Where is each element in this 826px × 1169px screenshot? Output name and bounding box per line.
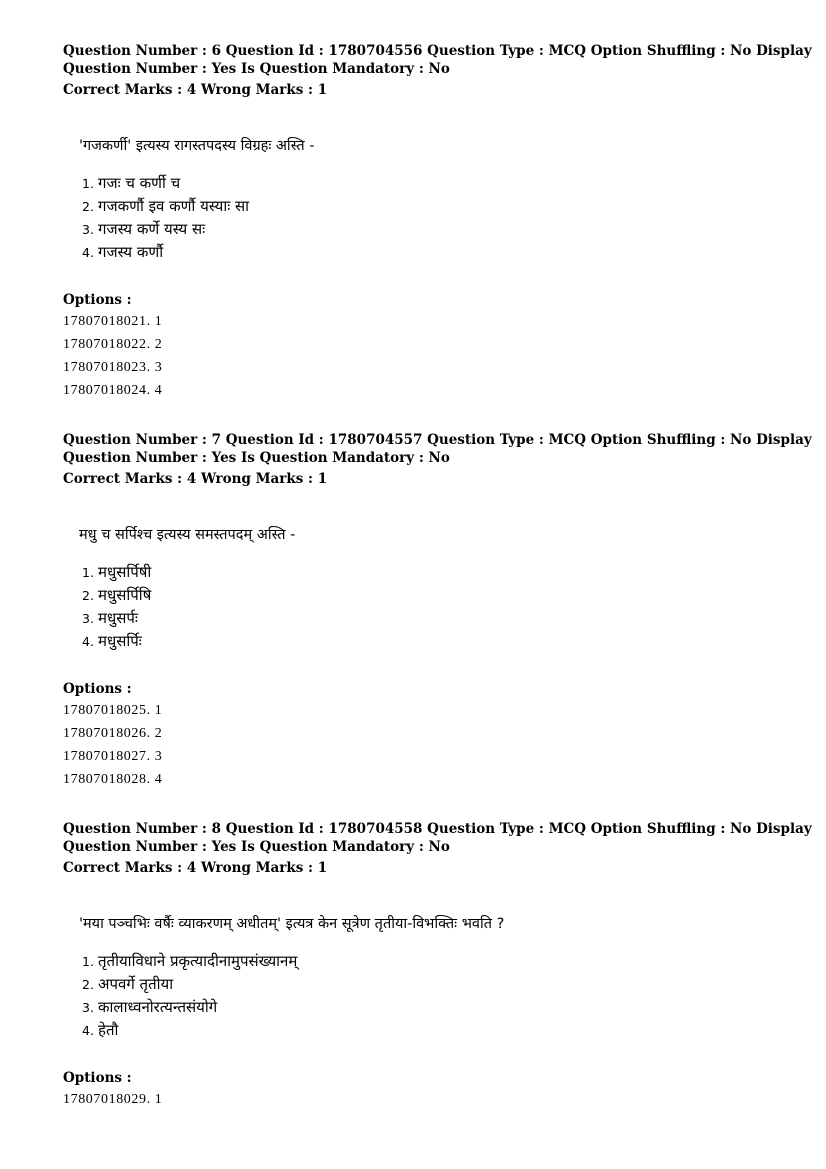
question-stem: 'गजकर्णी' इत्यस्य रागस्तपदस्य विग्रहः अस्ति - <box>79 138 315 154</box>
options-list <box>63 1088 162 1111</box>
question-header <box>63 820 812 877</box>
choice-list <box>82 950 297 1042</box>
option-item: 17807018021. 1 <box>63 314 163 329</box>
question-header <box>63 431 812 488</box>
choice-item: 3. मधुसर्पः <box>82 609 138 627</box>
header-line-1: Question Number : 6 Question Id : 1780704556 Question Type : MCQ Option Shuffling : No Display <box>63 43 812 59</box>
option-item: 17807018028. 4 <box>63 772 163 787</box>
option-item: 17807018025. 1 <box>63 703 163 718</box>
choice-item: 3. कालाध्वनोरत्यन्तसंयोगे <box>82 998 218 1016</box>
question-header <box>63 42 812 99</box>
header-line-3: Correct Marks : 4 Wrong Marks : 1 <box>63 82 328 98</box>
choice-item: 3. गजस्य कर्णे यस्य सः <box>82 220 206 238</box>
choice-list <box>82 172 249 264</box>
option-item: 17807018029. 1 <box>63 1092 163 1107</box>
choice-item: 2. अपवर्गे तृतीया <box>82 975 174 993</box>
options-label: Options : <box>63 292 132 308</box>
choice-item: 4. हेतौ <box>82 1021 119 1039</box>
options-label: Options : <box>63 681 132 697</box>
choice-item: 1. तृतीयाविधाने प्रकृत्यादीनामुपसंख्यानम् <box>82 952 298 970</box>
question-stem: 'मया पञ्चभिः वर्षैः व्याकरणम् अधीतम्' इत्यत्र केन सूत्रेण तृतीया-विभक्तिः भवति ? <box>79 916 505 932</box>
option-item: 17807018023. 3 <box>63 360 163 375</box>
option-item: 17807018024. 4 <box>63 383 163 398</box>
header-line-2: Question Number : Yes Is Question Mandatory : No <box>63 839 450 855</box>
choice-item: 1. गजः च कर्णी च <box>82 174 181 192</box>
option-item: 17807018026. 2 <box>63 726 163 741</box>
choice-item: 4. मधुसर्पिः <box>82 632 142 650</box>
header-line-3: Correct Marks : 4 Wrong Marks : 1 <box>63 860 328 876</box>
choice-item: 2. मधुसर्पिषि <box>82 586 152 604</box>
question-stem: मधु च सर्पिश्च इत्यस्य समस्तपदम् अस्ति - <box>79 527 296 543</box>
header-line-2: Question Number : Yes Is Question Mandatory : No <box>63 61 450 77</box>
choice-item: 4. गजस्य कर्णौ <box>82 243 164 261</box>
header-line-1: Question Number : 7 Question Id : 1780704557 Question Type : MCQ Option Shuffling : No Display <box>63 432 812 448</box>
options-list <box>63 699 162 791</box>
header-line-3: Correct Marks : 4 Wrong Marks : 1 <box>63 471 328 487</box>
choice-item: 1. मधुसर्पिषी <box>82 563 152 581</box>
header-line-1: Question Number : 8 Question Id : 1780704558 Question Type : MCQ Option Shuffling : No Display <box>63 821 812 837</box>
header-line-2: Question Number : Yes Is Question Mandatory : No <box>63 450 450 466</box>
choice-list <box>82 561 151 653</box>
option-item: 17807018022. 2 <box>63 337 163 352</box>
options-list <box>63 310 162 402</box>
options-label: Options : <box>63 1070 132 1086</box>
option-item: 17807018027. 3 <box>63 749 163 764</box>
choice-item: 2. गजकर्णौ इव कर्णौ यस्याः सा <box>82 197 250 215</box>
